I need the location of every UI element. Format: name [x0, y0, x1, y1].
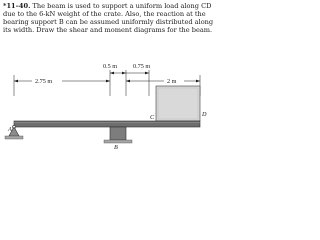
dim-label-0-75m: 0.75 m	[133, 63, 151, 70]
point-label-c: C	[150, 114, 155, 121]
dim-label-2m: 2 m	[167, 78, 177, 85]
point-label-d: D	[202, 111, 207, 118]
crate	[156, 86, 200, 121]
bearing-support-b	[104, 127, 132, 143]
beam	[14, 121, 200, 127]
beam-figure	[0, 0, 220, 157]
dim-label-0-5m: 0.5 m	[103, 63, 118, 70]
point-label-b: B	[114, 144, 118, 151]
problem-text: The beam is used to support a uniform load along CD due to the 6-kN weight of the crate. Also, the reaction at the bearing support B can be assumed uniformly distributed along its width. Draw the shear and moment diagrams for the beam.	[3, 2, 214, 35]
point-label-a: A	[8, 126, 12, 133]
problem-number: *11–40.	[3, 2, 31, 10]
dim-label-2-75m: 2.75 m	[35, 78, 53, 85]
